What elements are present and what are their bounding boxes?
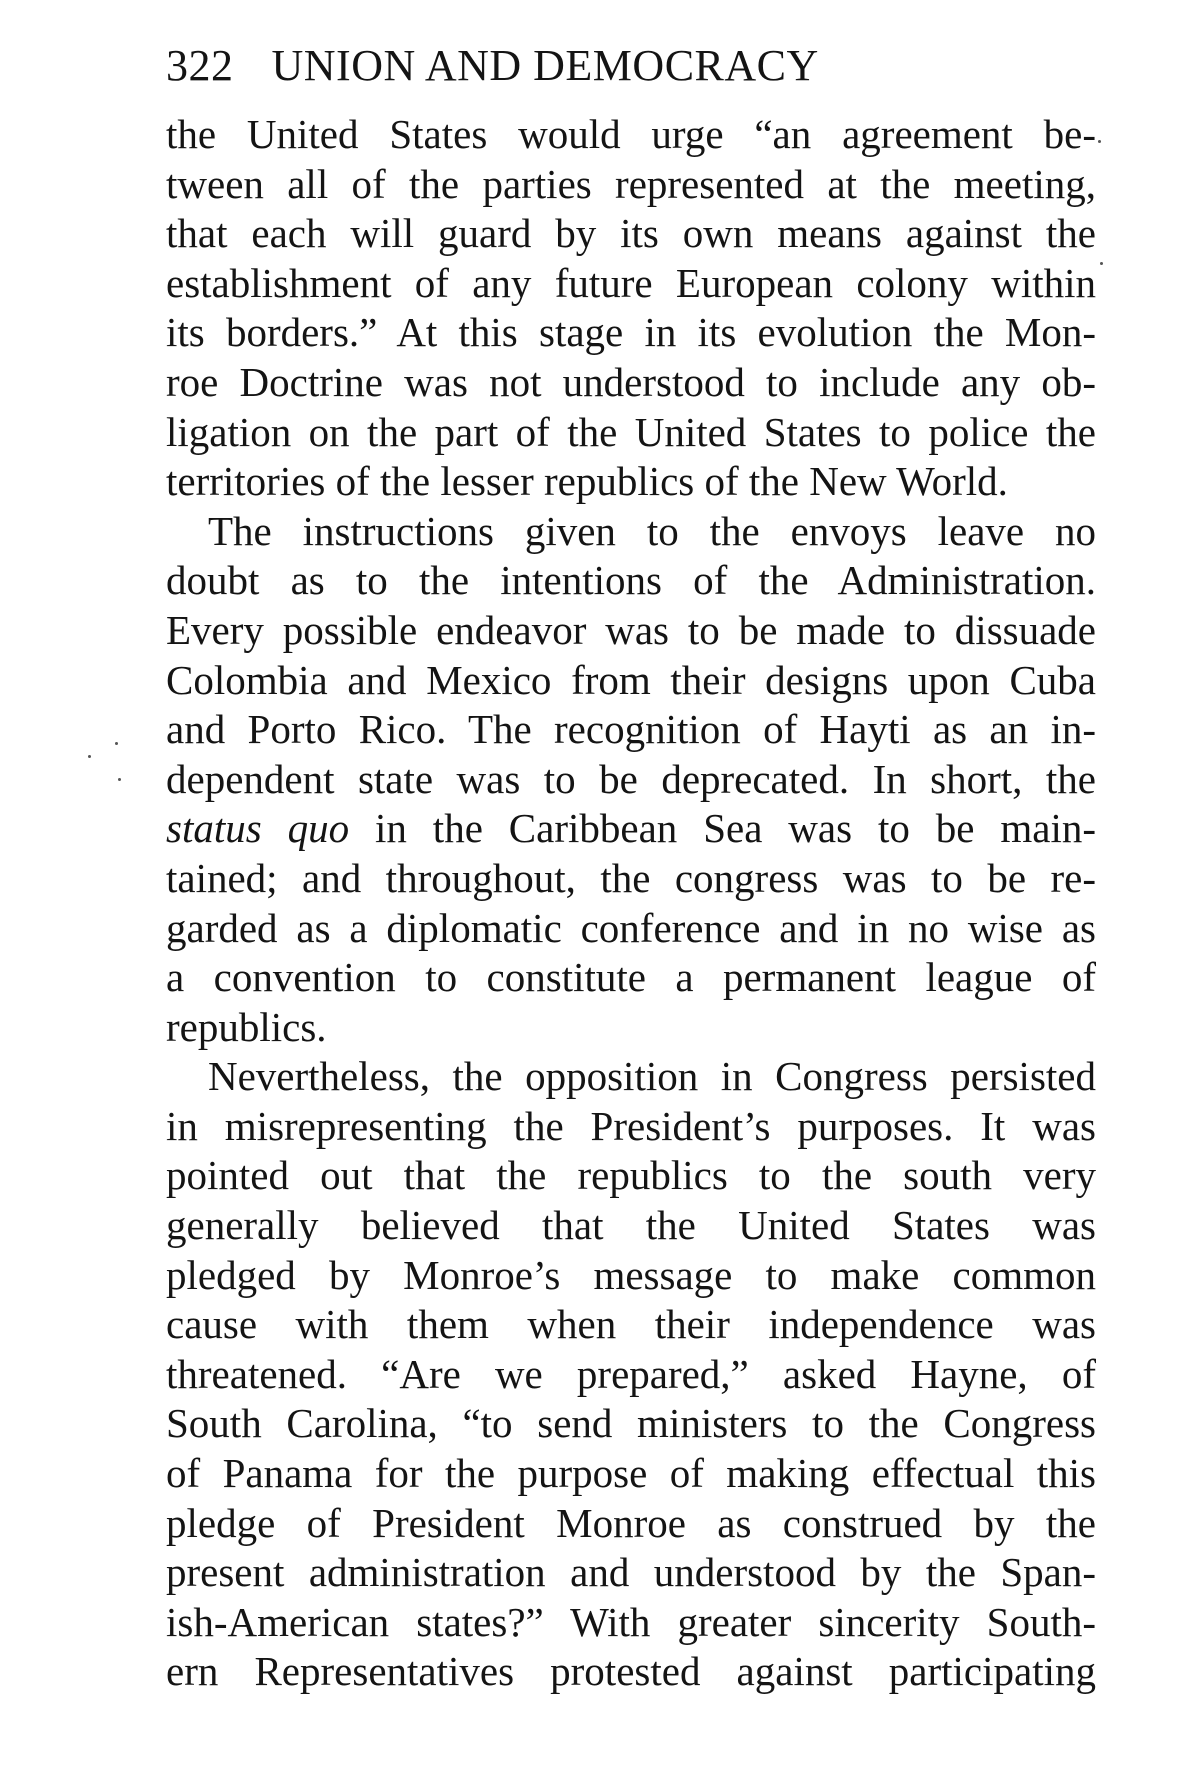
scan-speck — [115, 742, 118, 745]
scan-speck — [1098, 140, 1101, 143]
text-line: Every possible endeavor was to be made to dissuade — [166, 606, 1096, 653]
text-line: tained; and throughout, the congress was to be re- — [166, 854, 1096, 901]
text-line: territories of the lesser republics of the New World. — [166, 458, 1008, 505]
text-line: that each will guard by its own means against the — [166, 210, 1096, 257]
line-text: in the Caribbean Sea was to be main- — [349, 805, 1096, 852]
text-line: The instructions given to the envoys leave no — [208, 507, 1096, 554]
text-line: ern Representatives protested against participating — [166, 1648, 1096, 1695]
text-line: and Porto Rico. The recognition of Hayti as an in- — [166, 706, 1096, 753]
text-line: roe Doctrine was not understood to include any ob- — [166, 358, 1096, 405]
running-head — [166, 36, 1096, 96]
text-line: generally believed that the United States was — [166, 1202, 1096, 1249]
text-line: a convention to constitute a permanent league of — [166, 954, 1096, 1001]
italic-phrase: status quo — [166, 805, 350, 852]
text-line: establishment of any future European colony within — [166, 259, 1096, 306]
text-line: pledge of President Monroe as construed by the — [166, 1499, 1096, 1546]
text-line: the United States would urge “an agreement be- — [166, 111, 1096, 157]
text-line: threatened. “Are we prepared,” asked Hayne, of — [166, 1350, 1096, 1397]
text-line: Colombia and Mexico from their designs upon Cuba — [166, 656, 1096, 703]
body-text — [166, 110, 1096, 1697]
text-line: South Carolina, “to send ministers to the Congress — [166, 1400, 1096, 1447]
text-line: garded as a diplomatic conference and in no wise as — [166, 904, 1096, 951]
text-line: tween all of the parties represented at the meeting, — [166, 160, 1096, 207]
text-line: pledged by Monroe’s message to make common — [166, 1251, 1096, 1298]
text-line: Nevertheless, the opposition in Congress persisted — [208, 1053, 1096, 1100]
text-line: republics. — [166, 1003, 327, 1050]
scan-speck — [118, 778, 121, 781]
text-line: of Panama for the purpose of making effectual this — [166, 1450, 1096, 1497]
text-line: ligation on the part of the United States to police the — [166, 408, 1096, 455]
text-line: dependent state was to be deprecated. In short, the — [166, 755, 1096, 802]
text-line: doubt as to the intentions of the Administration. — [166, 557, 1096, 604]
running-title: UNION AND DEMOCRACY — [271, 41, 819, 90]
scan-speck — [88, 755, 91, 758]
text-line: cause with them when their independence was — [166, 1301, 1096, 1348]
text-line: present administration and understood by the Span- — [166, 1549, 1096, 1596]
scan-speck — [1100, 262, 1103, 265]
page-number: 322 — [166, 41, 234, 90]
text-line — [166, 804, 1096, 854]
text-line: ish-American states?” With greater sincerity South- — [166, 1598, 1096, 1645]
text-line: in misrepresenting the President’s purposes. It was — [166, 1102, 1096, 1149]
text-line: pointed out that the republics to the south very — [166, 1152, 1096, 1199]
text-line: its borders.” At this stage in its evolution the Mon- — [166, 309, 1096, 356]
